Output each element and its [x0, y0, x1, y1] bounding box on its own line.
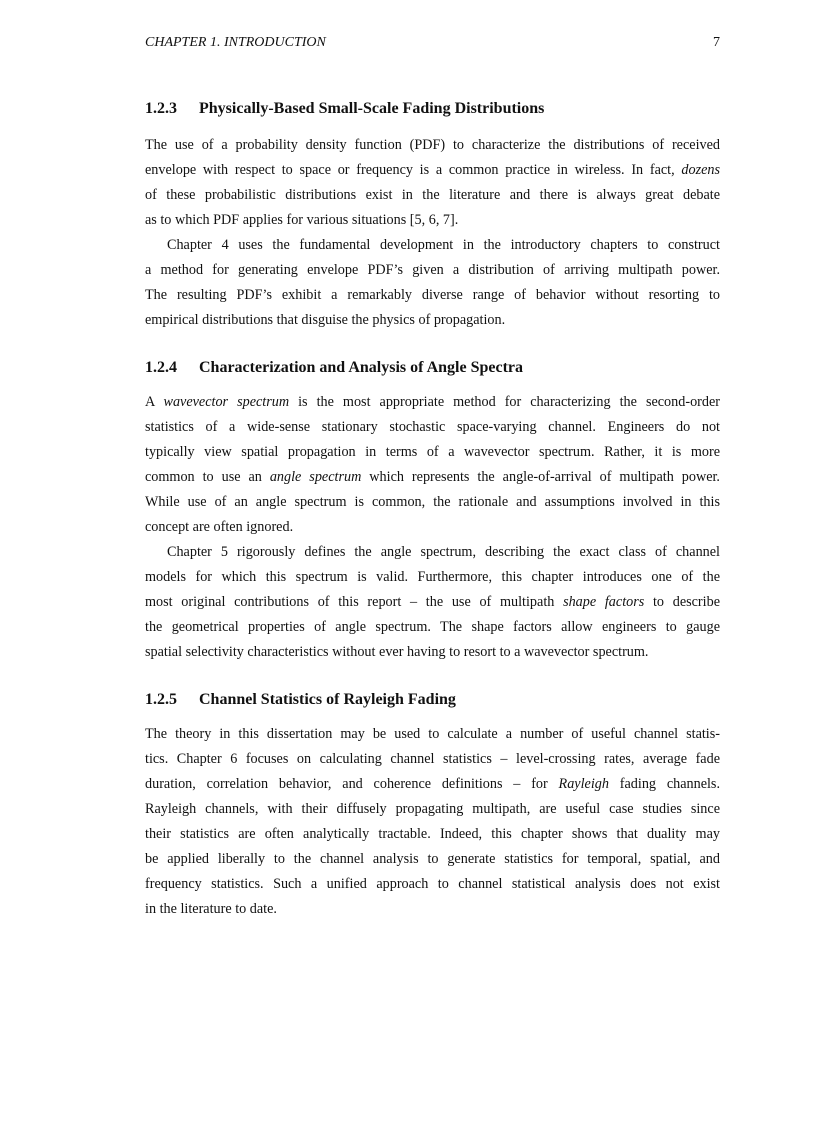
- text-segment: a method for generating envelope PDF’s given a distribution of arriving multipath power.: [145, 261, 720, 278]
- paragraph: [145, 722, 720, 922]
- section-title: Characterization and Analysis of Angle Spectra: [199, 358, 523, 376]
- text-line: [145, 158, 720, 183]
- text-segment: as to which PDF applies for various situations [5, 6, 7].: [145, 211, 459, 228]
- text-segment: their statistics are often analytically tractable. Indeed, this chapter shows that duality may: [145, 825, 720, 842]
- emphasized-text: wavevector spectrum: [163, 393, 290, 410]
- text-line: [145, 183, 720, 208]
- emphasized-text: dozens: [681, 161, 720, 178]
- page-number: 7: [713, 35, 720, 50]
- text-segment: The resulting PDF’s exhibit a remarkably diverse range of behavior without resorting to: [145, 286, 720, 303]
- text-line: [145, 565, 720, 590]
- text-segment: duration, correlation behavior, and coherence definitions – for: [145, 775, 559, 792]
- text-segment: be applied liberally to the channel analysis to generate statistics for temporal, spatial, and: [145, 850, 720, 867]
- text-segment: in the literature to date.: [145, 900, 277, 917]
- text-segment: models for which this spectrum is valid. Furthermore, this chapter introduces one of the: [145, 568, 720, 585]
- text-segment: of these probabilistic distributions exist in the literature and there is always great debate: [145, 186, 720, 203]
- text-line: [145, 208, 720, 233]
- text-line: [145, 590, 720, 615]
- paragraph: [145, 233, 720, 333]
- emphasized-text: Rayleigh: [558, 775, 609, 792]
- text-line: [145, 465, 720, 490]
- body-text: [145, 96, 720, 922]
- section-heading: [145, 687, 720, 712]
- text-line: [145, 515, 720, 540]
- running-header: [145, 33, 720, 53]
- text-segment: A: [145, 393, 164, 410]
- section-title: Channel Statistics of Rayleigh Fading: [199, 690, 456, 708]
- text-line: [145, 133, 720, 158]
- text-line: [145, 722, 720, 747]
- text-line: [145, 822, 720, 847]
- text-segment: is the most appropriate method for characterizing the second-order: [289, 393, 720, 410]
- text-segment: While use of an angle spectrum is common, the rationale and assumptions involved in this: [145, 493, 720, 510]
- section-number: 1.2.5: [145, 690, 177, 708]
- text-line: [145, 233, 720, 258]
- text-segment: Chapter 4 uses the fundamental development in the introductory chapters to construct: [167, 236, 720, 253]
- section-title: Physically-Based Small-Scale Fading Distributions: [199, 99, 545, 117]
- text-line: [145, 440, 720, 465]
- section-heading: [145, 96, 720, 121]
- paragraph: [145, 540, 720, 665]
- paragraph: [145, 133, 720, 233]
- text-line: [145, 283, 720, 308]
- text-line: [145, 772, 720, 797]
- text-line: [145, 897, 720, 922]
- text-segment: Chapter 5 rigorously defines the angle spectrum, describing the exact class of channel: [167, 543, 720, 560]
- text-line: [145, 490, 720, 515]
- text-line: [145, 415, 720, 440]
- chapter-title: CHAPTER 1. INTRODUCTION: [145, 35, 326, 50]
- text-segment: concept are often ignored.: [145, 518, 294, 535]
- text-segment: The use of a probability density function (PDF) to characterize the distributions of received: [145, 136, 720, 153]
- section-number: 1.2.3: [145, 99, 177, 117]
- text-segment: fading channels.: [608, 775, 720, 792]
- text-segment: to describe: [644, 593, 720, 610]
- text-line: [145, 308, 720, 333]
- text-segment: statistics of a wide-sense stationary stochastic space-varying channel. Engineers do not: [145, 418, 720, 435]
- text-segment: typically view spatial propagation in terms of a wavevector spectrum. Rather, it is more: [145, 443, 720, 460]
- text-line: [145, 747, 720, 772]
- text-line: [145, 847, 720, 872]
- text-segment: tics. Chapter 6 focuses on calculating channel statistics – level-crossing rates, average fade: [145, 750, 720, 767]
- text-segment: empirical distributions that disguise the physics of propagation.: [145, 311, 506, 328]
- section-heading: [145, 355, 720, 380]
- text-segment: Rayleigh channels, with their diffusely propagating multipath, are useful case studies since: [145, 800, 720, 817]
- text-segment: The theory in this dissertation may be used to calculate a number of useful channel statis-: [145, 725, 720, 742]
- text-line: [145, 540, 720, 565]
- text-segment: common to use an: [145, 468, 270, 485]
- section-number: 1.2.4: [145, 358, 177, 376]
- text-segment: envelope with respect to space or frequency is a common practice in wireless. In fact,: [145, 161, 682, 178]
- paragraph: [145, 390, 720, 540]
- text-line: [145, 390, 720, 415]
- text-segment: the geometrical properties of angle spectrum. The shape factors allow engineers to gauge: [145, 618, 720, 635]
- text-line: [145, 797, 720, 822]
- text-line: [145, 872, 720, 897]
- text-segment: most original contributions of this report – the use of multipath: [145, 593, 564, 610]
- emphasized-text: angle spectrum: [269, 468, 362, 485]
- text-segment: spatial selectivity characteristics without ever having to resort to a wavevector spectrum.: [145, 643, 649, 660]
- emphasized-text: shape factors: [563, 593, 645, 610]
- text-segment: which represents the angle-of-arrival of multipath power.: [361, 468, 720, 485]
- text-line: [145, 615, 720, 640]
- text-line: [145, 258, 720, 283]
- text-segment: frequency statistics. Such a unified approach to channel statistical analysis does not exist: [145, 875, 720, 892]
- text-line: [145, 640, 720, 665]
